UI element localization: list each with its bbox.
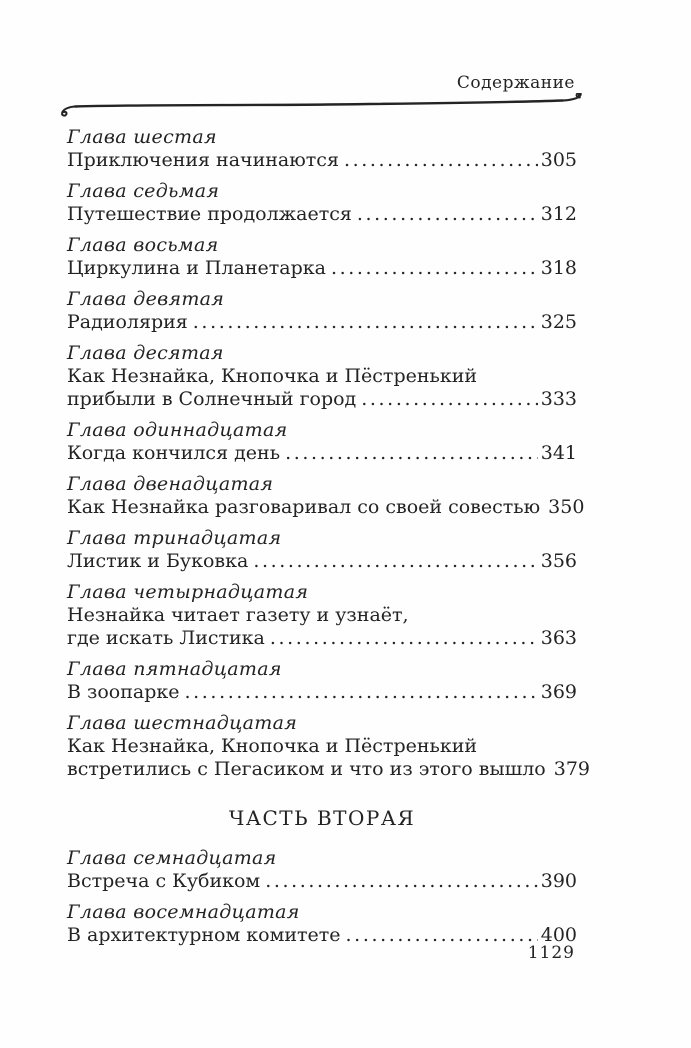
part-heading: ЧАСТЬ ВТОРАЯ — [228, 806, 416, 830]
entry-title-row — [67, 496, 585, 519]
toc-entry — [67, 712, 591, 781]
toc-entry — [67, 126, 577, 172]
page-ref: 356 — [540, 550, 577, 572]
entry-title: Как Незнайка разговаривал со своей совестью — [67, 496, 541, 518]
chapter-label: Глава шестнадцатая — [67, 712, 298, 734]
entry-title-row — [67, 203, 577, 226]
toc-entry — [67, 288, 577, 334]
page-ref: 379 — [553, 758, 591, 780]
entry-title: В архитектурном комитете — [67, 924, 341, 946]
chapter-label: Глава восемнадцатая — [67, 901, 300, 923]
chapter-label: Глава восьмая — [67, 234, 219, 256]
swash-rule-graphic — [58, 93, 586, 119]
chapter-label: Глава двенадцатая — [67, 473, 274, 495]
entry-title-line: Как Незнайка, Кнопочка и Пёстренький — [67, 735, 478, 757]
toc-entry — [67, 234, 577, 280]
dot-leader — [185, 681, 538, 704]
chapter-label: Глава пятнадцатая — [67, 658, 282, 680]
entry-title-row — [67, 442, 577, 465]
dot-leader — [270, 627, 538, 650]
chapter-label: Глава десятая — [67, 342, 224, 364]
dot-leader — [361, 388, 537, 411]
page-ref: 390 — [540, 870, 577, 892]
dot-leader — [193, 311, 538, 334]
chapter-label: Глава тринадцатая — [67, 527, 282, 549]
dot-leader — [357, 203, 538, 226]
dot-leader — [331, 257, 538, 280]
chapter-label: Глава седьмая — [67, 180, 220, 202]
dot-leader — [265, 870, 538, 893]
page-ref: 350 — [548, 496, 585, 518]
entry-title: Радиолярия — [67, 311, 188, 333]
entry-title-row — [67, 870, 577, 893]
toc-entry — [67, 527, 577, 573]
page-ref: 305 — [540, 149, 577, 171]
decorative-rule — [58, 93, 586, 119]
page-ref: 369 — [540, 681, 577, 703]
entry-title: где искать Листика — [67, 627, 265, 649]
page-ref: 333 — [540, 388, 577, 410]
toc-entry — [67, 581, 577, 650]
dot-leader — [285, 442, 538, 465]
page-ref: 312 — [540, 203, 577, 225]
entry-title-row — [67, 681, 577, 704]
dot-leader — [253, 550, 537, 573]
chapter-label: Глава одиннадцатая — [67, 419, 288, 441]
entry-title: прибыли в Солнечный город — [67, 388, 357, 410]
entry-title-row — [67, 924, 577, 947]
entry-title-row — [67, 388, 577, 411]
running-header: Содержание — [456, 73, 575, 93]
toc-entry — [67, 847, 577, 893]
toc-entry — [67, 473, 585, 519]
toc-entry — [67, 180, 577, 226]
entry-title: В зоопарке — [67, 681, 180, 703]
entry-title: Встреча с Кубиком — [67, 870, 261, 892]
entry-title-row — [67, 149, 577, 172]
entry-title-row — [67, 311, 577, 334]
page-ref: 318 — [540, 257, 577, 279]
page-number: 1129 — [527, 943, 575, 963]
entry-title: встретились с Пегасиком и что из этого вышло — [67, 758, 546, 780]
chapter-label: Глава шестая — [67, 126, 217, 148]
chapter-label: Глава семнадцатая — [67, 847, 277, 869]
entry-title: Листик и Буковка — [67, 550, 249, 572]
entry-title-row — [67, 550, 577, 573]
chapter-label: Глава четырнадцатая — [67, 581, 309, 603]
page-ref: 325 — [540, 311, 577, 333]
page-ref: 400 — [540, 924, 577, 946]
toc-entry — [67, 658, 577, 704]
entry-title: Приключения начинаются — [67, 149, 339, 171]
entry-title-line: Незнайка читает газету и узнаёт, — [67, 604, 409, 626]
page-ref: 363 — [540, 627, 577, 649]
page-ref: 341 — [540, 442, 577, 464]
entry-title-row — [67, 758, 591, 781]
entry-title: Циркулина и Планетарка — [67, 257, 326, 279]
table-of-contents — [67, 126, 591, 947]
toc-entry — [67, 419, 577, 465]
dot-leader — [344, 149, 538, 172]
entry-title: Когда кончился день — [67, 442, 281, 464]
entry-title-line: Как Незнайка, Кнопочка и Пёстренький — [67, 365, 478, 387]
dot-leader — [346, 924, 538, 947]
entry-title-row — [67, 627, 577, 650]
toc-entry — [67, 901, 577, 947]
toc-entry — [67, 342, 577, 411]
entry-title: Путешествие продолжается — [67, 203, 352, 225]
chapter-label: Глава девятая — [67, 288, 225, 310]
entry-title-row — [67, 257, 577, 280]
